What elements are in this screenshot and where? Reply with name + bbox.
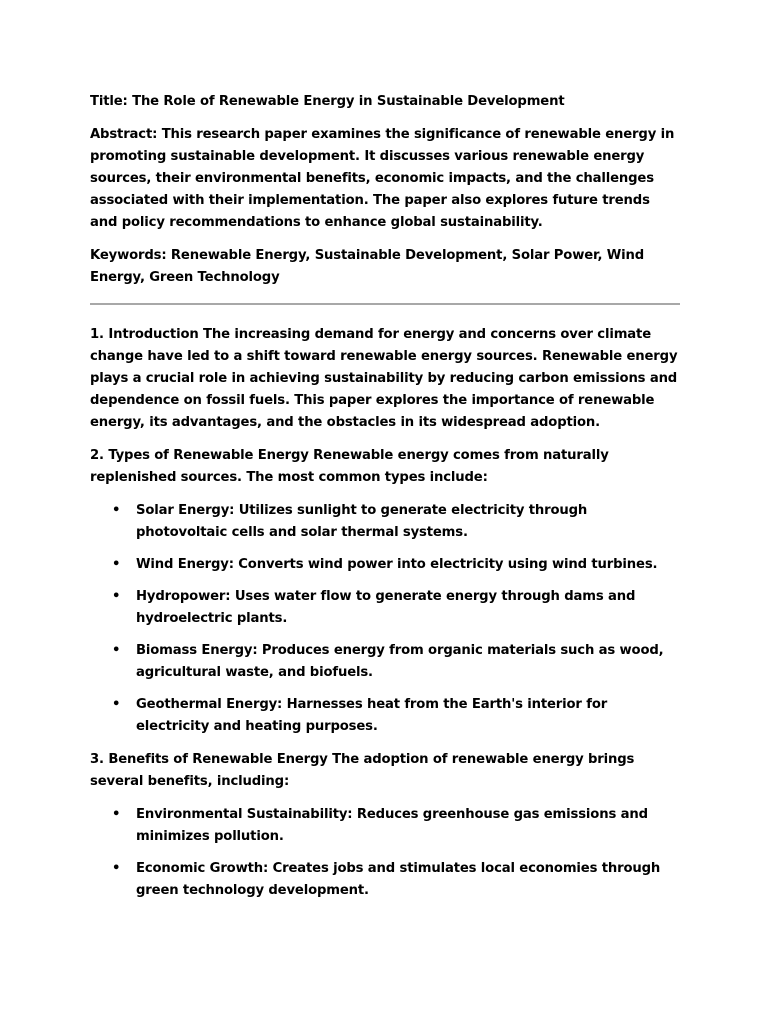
section-benefits: 3. Benefits of Renewable Energy The adoption of renewable energy brings several benefits, including: xyxy=(90,752,635,789)
list-item xyxy=(90,586,680,630)
list-item xyxy=(90,640,680,684)
keywords: Keywords: Renewable Energy, Sustainable Development, Solar Power, Wind Energy, Green Technology xyxy=(90,248,645,285)
list-item-text: Geothermal Energy: Harnesses heat from the Earth's interior for electricity and heating purposes. xyxy=(136,697,608,734)
abstract: Abstract: This research paper examines the significance of renewable energy in promoting sustainable development. It discusses various renewable energy sources, their environmental benefits, economic impacts, and the challenges associated with their implementation. The paper also explores future trends and policy recommendations to enhance global sustainability. xyxy=(90,127,675,230)
bullet-icon: • xyxy=(112,589,121,604)
list-item xyxy=(90,694,680,738)
bullet-icon: • xyxy=(112,503,121,518)
bullet-icon: • xyxy=(112,861,121,876)
paper-title: Title: The Role of Renewable Energy in Sustainable Development xyxy=(90,94,565,109)
list-item-text: Wind Energy: Converts wind power into electricity using wind turbines. xyxy=(136,557,658,572)
bullet-icon: • xyxy=(112,807,121,822)
bullet-icon: • xyxy=(112,643,121,658)
document-page xyxy=(90,91,680,913)
list-item xyxy=(90,554,680,576)
types-list xyxy=(90,500,680,738)
list-item-text: Environmental Sustainability: Reduces greenhouse gas emissions and minimizes pollution. xyxy=(136,807,648,844)
list-item-text: Economic Growth: Creates jobs and stimulates local economies through green technology development. xyxy=(136,861,661,898)
list-item xyxy=(90,858,680,902)
list-item xyxy=(90,804,680,848)
bullet-icon: • xyxy=(112,557,121,572)
benefits-list xyxy=(90,804,680,902)
list-item-text: Hydropower: Uses water flow to generate energy through dams and hydroelectric plants. xyxy=(136,589,636,626)
section-types: 2. Types of Renewable Energy Renewable energy comes from naturally replenished sources. The most common types include: xyxy=(90,448,609,485)
list-item xyxy=(90,500,680,544)
section-introduction: 1. Introduction The increasing demand for energy and concerns over climate change have led to a shift toward renewable energy sources. Renewable energy plays a crucial role in achieving sustainability by reducing carbon emissions and dependence on fossil fuels. This paper explores the importance of renewable energy, its advantages, and the obstacles in its widespread adoption. xyxy=(90,327,678,430)
list-item-text: Solar Energy: Utilizes sunlight to generate electricity through photovoltaic cells and solar thermal systems. xyxy=(136,503,588,540)
list-item-text: Biomass Energy: Produces energy from organic materials such as wood, agricultural waste, and biofuels. xyxy=(136,643,664,680)
section-divider xyxy=(90,303,680,305)
bullet-icon: • xyxy=(112,697,121,712)
